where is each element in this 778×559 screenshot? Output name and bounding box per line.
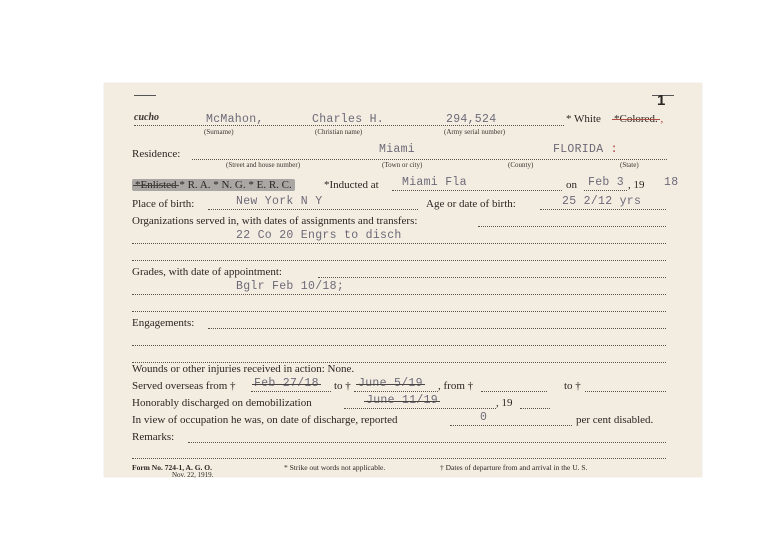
overseas-label: Served overseas from †	[132, 380, 236, 392]
inducted-label: *Inducted at	[324, 179, 379, 191]
birthplace-line	[208, 209, 418, 210]
form-date: Nov. 22, 1919.	[172, 471, 214, 479]
birthplace-value: New York N Y	[236, 195, 323, 208]
serial-number-caption: (Army serial number)	[444, 128, 506, 136]
discharge-text: June 11/19	[366, 394, 439, 407]
enlisted-stamp	[132, 179, 295, 191]
age-label: Age or date of birth:	[426, 198, 516, 210]
age-line	[540, 209, 666, 210]
enlistment-type	[132, 179, 295, 192]
form-number: Form No. 724-1, A. G. O.	[132, 463, 212, 472]
organizations-label: Organizations served in, with dates of assignments and transfers:	[132, 215, 418, 227]
town-caption: (Town or city)	[382, 161, 423, 169]
state-caption: (State)	[620, 161, 639, 169]
serial-number-value: 294,524	[446, 113, 497, 126]
discharge-label: Honorably discharged on demobilization	[132, 397, 312, 409]
residence-line	[192, 159, 667, 160]
engagements-line-2	[132, 345, 666, 346]
second-from-line	[481, 391, 547, 392]
surname-value: McMahon,	[206, 113, 264, 126]
enlisted-text: *Enlisted	[135, 179, 177, 191]
colored-text: *Colored.	[614, 113, 658, 125]
wounds-text: Wounds or other injuries received in action: None.	[132, 363, 355, 375]
occupation-label: In view of occupation he was, on date of discharge, reported	[132, 414, 398, 426]
top-rule-left	[134, 95, 156, 96]
overseas-to-text: June 5/19	[358, 377, 423, 390]
grades-line-3	[132, 311, 666, 312]
remarks-line-1	[188, 442, 666, 443]
second-to-line	[585, 391, 666, 392]
induction-year-value: 18	[664, 176, 679, 189]
second-from-label: , from †	[438, 380, 474, 392]
second-to-label: to †	[564, 380, 581, 392]
county-caption: (County)	[508, 161, 534, 169]
city-value: Miami	[379, 143, 416, 156]
organizations-line-3	[132, 260, 666, 261]
state-value: FLORIDA :	[553, 143, 618, 156]
overseas-from-value	[254, 377, 319, 390]
discharge-year-line	[520, 408, 550, 409]
organizations-line-2	[132, 243, 666, 244]
grades-value: Bglr Feb 10/18;	[236, 280, 345, 293]
birthplace-label: Place of birth:	[132, 198, 195, 210]
disabled-value: 0	[480, 411, 488, 424]
remarks-label: Remarks:	[132, 431, 175, 443]
grades-line-2	[132, 294, 666, 295]
overseas-to-label: to †	[334, 380, 351, 392]
discharge-year-label: , 19	[496, 397, 513, 409]
state-text: FLORIDA	[553, 143, 604, 156]
street-caption: (Street and house number)	[226, 161, 301, 169]
overseas-from-text: Feb 27/18	[254, 377, 319, 390]
inducted-place-value: Miami Fla	[402, 176, 467, 189]
inducted-line	[392, 190, 562, 191]
organizations-line-1	[478, 226, 666, 227]
surname-caption: (Surname)	[204, 128, 234, 136]
footnote-strike-out: * Strike out words not applicable.	[284, 463, 386, 472]
disabled-line	[450, 425, 572, 426]
induction-date-line	[584, 190, 627, 191]
footnote-dates: † Dates of departure from and arrival in the U. S.	[440, 463, 588, 472]
scribble-mark: cucho	[134, 112, 159, 123]
overseas-from-line	[251, 391, 331, 392]
ra-text: * R. A. * N. G. * E. R. C.	[179, 179, 292, 191]
engagements-label: Engagements:	[132, 317, 195, 329]
overseas-to-value	[358, 377, 423, 390]
remarks-line-2	[132, 458, 666, 459]
discharge-line	[344, 408, 496, 409]
christian-name-caption: (Christian name)	[315, 128, 363, 136]
disabled-label: per cent disabled.	[576, 414, 654, 426]
year-prefix: , 19	[628, 179, 645, 191]
service-record-card	[104, 83, 702, 477]
engagements-line-1	[208, 328, 666, 329]
induction-date-value: Feb 3	[588, 176, 625, 189]
overseas-to-line	[354, 391, 438, 392]
colored-label: *Colored. ,	[614, 113, 664, 125]
organizations-value: 22 Co 20 Engrs to disch	[236, 229, 402, 242]
on-label: on	[566, 179, 577, 191]
card-number: 1	[657, 92, 666, 109]
residence-label: Residence:	[132, 148, 181, 160]
christian-name-value: Charles H.	[312, 113, 385, 126]
age-value: 25 2/12 yrs	[562, 195, 642, 208]
grades-label: Grades, with date of appointment:	[132, 266, 282, 278]
grades-line-1	[318, 277, 666, 278]
white-label: * White	[566, 113, 601, 125]
discharge-value	[366, 394, 438, 407]
